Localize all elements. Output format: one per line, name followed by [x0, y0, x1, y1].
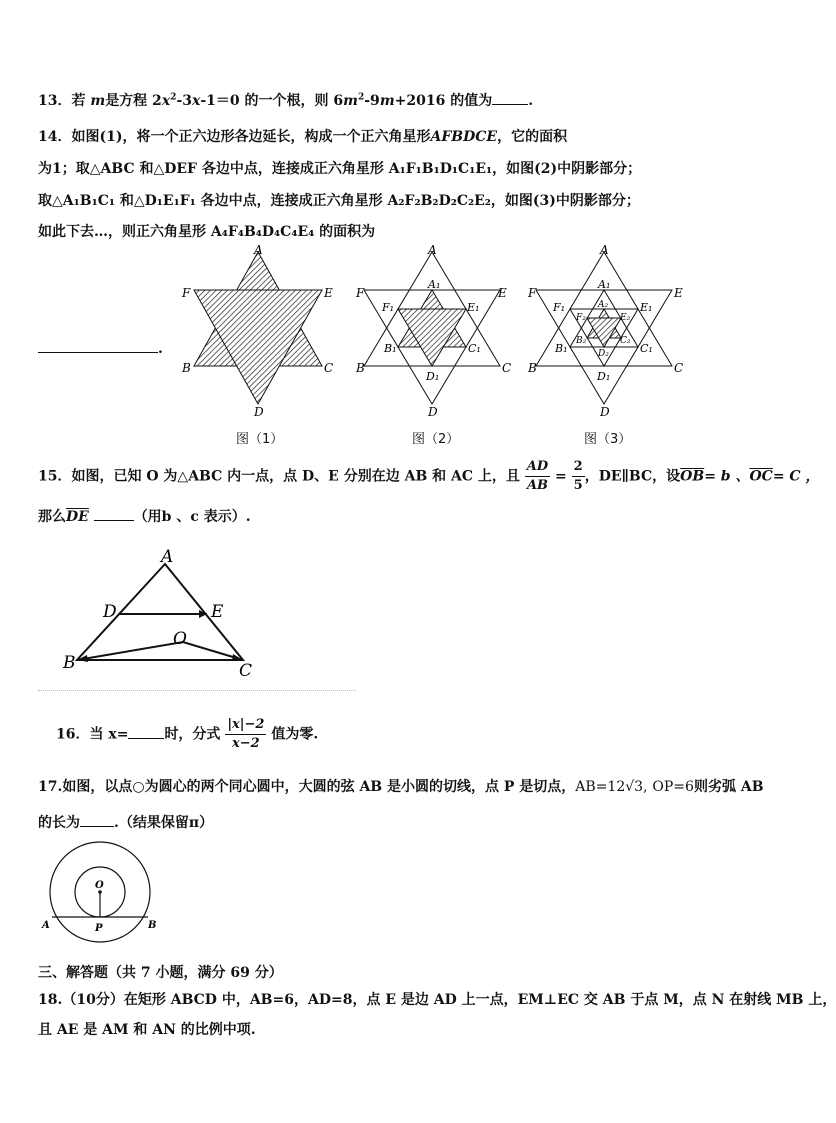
label-A: A: [428, 243, 437, 257]
q14-line-2: 为1；取△ABC 和△DEF 各边中点，连接成正六角星形 A₁F₁B₁D₁C₁E₁，如图(2)中阴影部分；: [38, 161, 642, 177]
q16-text-3: 值为零.: [271, 726, 319, 743]
frac-num: AD: [525, 458, 550, 477]
label-E1: E₁: [640, 301, 653, 314]
q18-line-1: 18.（10分）在矩形 ABCD 中，AB=6，AD=8，点 E 是边 AD 上一点，EM⊥EC 交 AB 于点 M，点 N 在射线 MB 上，: [38, 992, 836, 1008]
label-E: E: [211, 602, 224, 622]
q14-star-name: AFBDCE: [430, 129, 498, 145]
q17-text-4: .（结果保留π）: [114, 815, 214, 831]
label-B2: B₂: [576, 336, 587, 346]
label-C1: C₁: [640, 342, 653, 355]
question-13: 13．若 m是方程 $2x^2-3x-1=0$ 的一个根，则 $6m^2-9m+2016$ 的值为 .: [38, 90, 533, 110]
label-B: B: [182, 361, 191, 375]
label-D: D: [428, 405, 438, 419]
label-C: C: [674, 361, 684, 375]
label-B: B: [148, 920, 157, 931]
label-F: F: [356, 286, 365, 300]
label-F: F: [182, 286, 191, 300]
answer-blank[interactable]: [492, 90, 528, 105]
label-E: E: [324, 286, 333, 300]
q15-text-1: 15．如图，已知 O 为△ABC 内一点，点 D、E 分别在边 AB 和 AC 上，且: [38, 468, 520, 485]
fraction-2-5: [572, 458, 585, 495]
q13-var-m: m: [90, 93, 106, 109]
q14-line-1: [38, 126, 567, 146]
answer-blank[interactable]: [94, 506, 134, 521]
q16-text-2: 时，分式: [164, 726, 221, 743]
label-P: P: [95, 923, 103, 934]
q17-ab: AB=12√3,: [575, 779, 648, 795]
q18-line-2: 且 AE 是 AM 和 AN 的比例中项.: [38, 1022, 256, 1038]
q13-var: m: [343, 93, 358, 109]
q13-text-5: +2016 的值为: [394, 93, 493, 109]
label-E2: E₂: [620, 313, 631, 323]
label-E: E: [498, 286, 507, 300]
q13-number: 13．若: [38, 93, 86, 109]
concentric-circles-figure: [38, 842, 168, 952]
label-D1: D₁: [426, 370, 440, 383]
label-B1: B₁: [384, 342, 397, 355]
label-D2: D₂: [598, 349, 609, 359]
label-A1: A₁: [598, 278, 611, 291]
q13-var: x: [192, 93, 201, 109]
vector-de: $\overline{DE}$: [66, 509, 89, 525]
label-B: B: [528, 361, 537, 375]
question-15: [38, 458, 819, 495]
q17-op: OP=6: [652, 779, 694, 795]
figure-3-hexagram: [527, 243, 683, 419]
figure-1-caption: 图（1）: [236, 432, 284, 447]
label-F2: F₂: [576, 313, 586, 323]
label-A: A: [254, 243, 263, 257]
q13-text-3: -1＝0 的一个根，则 6: [200, 93, 344, 109]
frac-den: 5: [573, 478, 583, 493]
q14-text: ，它的面积: [497, 129, 568, 145]
vector-b: = b 、: [704, 468, 750, 485]
label-B1: B₁: [555, 342, 568, 355]
q14-line-3: 取△A₁B₁C₁ 和△D₁E₁F₁ 各边中点，连接成正六角星形 A₂F₂B₂D₂C₂E₂，如图(3)中阴影部分；: [38, 193, 640, 209]
figure-1-hexagram: [181, 243, 333, 419]
frac-num: |x|−2: [225, 716, 266, 735]
label-C1: C₁: [468, 342, 481, 355]
label-E1: E₁: [467, 301, 480, 314]
question-15-line-2: [38, 506, 251, 526]
label-F1: F₁: [553, 301, 566, 314]
q13-var: x: [161, 93, 171, 109]
q15-text-3: 那么: [38, 509, 66, 525]
label-D: D: [103, 602, 117, 622]
label-A: A: [600, 243, 609, 257]
question-17: [38, 776, 764, 796]
label-D1: D₁: [597, 370, 611, 383]
label-O: O: [173, 629, 187, 649]
divider: [38, 690, 356, 691]
equals: =: [555, 468, 567, 485]
figure-3-caption: 图（3）: [584, 432, 632, 447]
label-B: B: [63, 653, 76, 673]
q14-line-4: 如此下去…，则正六角星形 A₄F₄B₄D₄C₄E₄ 的面积为: [38, 224, 376, 240]
q13-text-4: -9: [364, 93, 380, 109]
hexagram-figures: [0, 240, 794, 470]
label-C: C: [502, 361, 512, 375]
q15-text-4: （用b 、c 表示）.: [133, 509, 251, 525]
answer-blank[interactable]: [128, 724, 164, 739]
label-O: O: [95, 880, 104, 891]
fraction-abs-x: [225, 716, 266, 753]
label-A2: A₂: [598, 300, 609, 310]
q17-text-1: 17.如图，以点○为圆心的两个同心圆中，大圆的弦 AB 是小圆的切线，点 P 是切点，: [38, 779, 576, 795]
triangle-figure: [55, 544, 285, 684]
vector-oc: $\overline{OC}$: [749, 468, 773, 485]
answer-blank[interactable]: [80, 812, 114, 827]
label-D: D: [600, 405, 610, 419]
label-B: B: [356, 361, 365, 375]
q13-text-2: -3: [176, 93, 192, 109]
label-F: F: [528, 286, 537, 300]
q15-text-2: ，DE∥BC，设: [584, 468, 681, 485]
question-17-line-2: [38, 812, 213, 832]
frac-den: x−2: [232, 736, 260, 751]
label-D: D: [254, 405, 264, 419]
label-A: A: [161, 547, 174, 567]
label-A: A: [42, 920, 50, 931]
frac-num: 2: [572, 458, 585, 477]
fraction-ad-ab: [525, 458, 550, 495]
label-C: C: [324, 361, 334, 375]
q14-dot: .: [158, 341, 163, 357]
label-C2: C₂: [620, 336, 631, 346]
vector-c: = C ，: [772, 468, 820, 485]
figure-2-caption: 图（2）: [412, 432, 460, 447]
q17-text-3: 的长为: [38, 815, 80, 831]
q14-text: 14．如图(1)，将一个正六边形各边延长，构成一个正六角星形: [38, 129, 431, 145]
label-F1: F₁: [382, 301, 395, 314]
label-C: C: [239, 661, 253, 681]
label-A1: A₁: [428, 278, 441, 291]
q16-text-1: 16．当 x=: [56, 726, 129, 743]
q13-text-1: 是方程 2: [105, 93, 162, 109]
frac-den: AB: [526, 478, 549, 493]
question-16: [56, 716, 318, 753]
figure-2-hexagram: [355, 243, 511, 419]
label-E: E: [674, 286, 683, 300]
q13-var: m: [379, 93, 395, 109]
q17-text-2: 则劣弧 AB: [693, 779, 764, 795]
section-3-heading: 三、解答题（共 7 小题，满分 69 分）: [38, 965, 283, 981]
vector-ob: $\overline{OB}$: [680, 468, 705, 485]
q13-end: .: [528, 93, 534, 109]
